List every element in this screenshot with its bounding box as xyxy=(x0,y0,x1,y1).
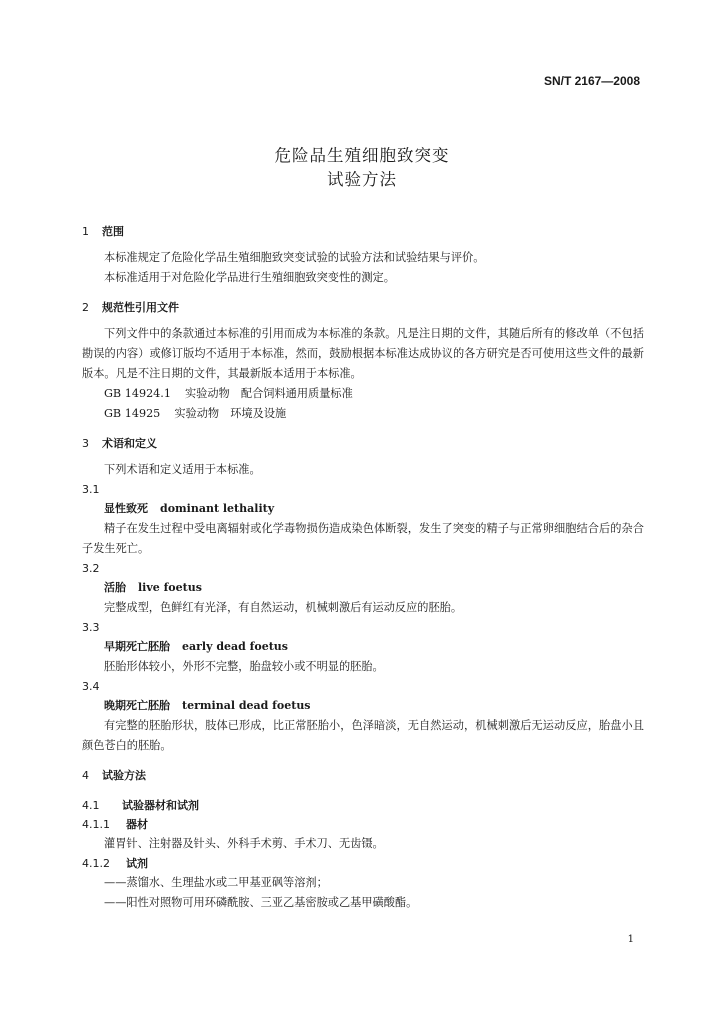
term-entry xyxy=(104,578,644,598)
term-en: live foetus xyxy=(138,581,202,594)
section-number: 1 xyxy=(82,225,89,238)
paragraph: 灌胃针、注射器及针头、外科手术剪、手术刀、无齿镊。 xyxy=(104,837,384,850)
term-en: dominant lethality xyxy=(160,502,275,515)
list-item: ——蒸馏水、生理盐水或二甲基亚砜等溶剂； xyxy=(104,876,328,889)
normative-reference xyxy=(104,384,644,404)
subsubsection-heading xyxy=(82,854,644,873)
section-1-heading xyxy=(82,222,644,242)
term-entry xyxy=(104,696,644,716)
term-definition: 有完整的胚胎形状，肢体已形成，比正常胚胎小，色泽暗淡，无自然运动，机械刺激后无运动反应，胎盘小且颜色苍白的胚胎。 xyxy=(82,719,644,752)
normative-reference xyxy=(104,404,644,424)
paragraph: 下列文件中的条款通过本标准的引用而成为本标准的条款。凡是注日期的文件，其随后所有的修改单（不包括勘误的内容）或修订版均不适用于本标准，然而，鼓励根据本标准达成协议的各方研究是否可使用这些文件的最新版本。凡是不注日期的文件，其最新版本适用于本标准。 xyxy=(82,327,644,380)
subsection-heading xyxy=(82,796,644,815)
subsection-title: 试验器材和试剂 xyxy=(122,799,199,812)
section-number: 2 xyxy=(82,301,89,314)
reference-code: GB 14924.1 xyxy=(104,387,171,400)
paragraph: 下列术语和定义适用于本标准。 xyxy=(104,463,261,476)
clause-number: 3.4 xyxy=(82,680,100,693)
section-title: 范围 xyxy=(102,225,124,238)
subsection-number: 4.1 xyxy=(82,799,100,812)
term-entry xyxy=(104,637,644,657)
document-body xyxy=(82,222,644,913)
section-title: 规范性引用文件 xyxy=(102,301,179,314)
term-zh: 显性致死 xyxy=(104,502,148,515)
term-en: early dead foetus xyxy=(182,640,288,653)
section-4-heading xyxy=(82,766,644,786)
subsubsection-title: 器材 xyxy=(126,818,148,831)
subsubsection-number: 4.1.2 xyxy=(82,857,110,870)
term-definition: 胚胎形体较小，外形不完整，胎盘较小或不明显的胚胎。 xyxy=(104,660,384,673)
document-title-line1: 危险品生殖细胞致突变 xyxy=(274,146,450,165)
clause-number: 3.2 xyxy=(82,562,100,575)
section-title: 试验方法 xyxy=(102,769,146,782)
paragraph: 本标准规定了危险化学品生殖细胞致突变试验的试验方法和试验结果与评价。 xyxy=(104,251,485,264)
subsubsection-number: 4.1.1 xyxy=(82,818,110,831)
subsubsection-title: 试剂 xyxy=(126,857,148,870)
subsubsection-heading xyxy=(82,815,644,834)
section-number: 3 xyxy=(82,437,89,450)
standard-code: SN/T 2167—2008 xyxy=(543,74,640,88)
reference-code: GB 14925 xyxy=(104,407,161,420)
reference-title: 实验动物 配合饲料通用质量标准 xyxy=(184,387,353,400)
page-number: 1 xyxy=(627,934,634,945)
term-zh: 早期死亡胚胎 xyxy=(104,640,170,653)
list-item: ——阳性对照物可用环磷酰胺、三亚乙基密胺或乙基甲磺酸酯。 xyxy=(104,896,418,909)
term-definition: 完整成型，色鲜红有光泽，有自然运动，机械刺激后有运动反应的胚胎。 xyxy=(104,601,463,614)
section-number: 4 xyxy=(82,769,89,782)
section-2-heading xyxy=(82,298,644,318)
term-zh: 晚期死亡胚胎 xyxy=(104,699,170,712)
clause-number: 3.3 xyxy=(82,621,100,634)
section-3-heading xyxy=(82,434,644,454)
term-entry xyxy=(104,499,644,519)
section-title: 术语和定义 xyxy=(102,437,157,450)
term-definition: 精子在发生过程中受电离辐射或化学毒物损伤造成染色体断裂，发生了突变的精子与正常卵细胞结合后的杂合子发生死亡。 xyxy=(82,522,644,555)
paragraph: 本标准适用于对危险化学品进行生殖细胞致突变性的测定。 xyxy=(104,271,395,284)
reference-title: 实验动物 环境及设施 xyxy=(174,407,287,420)
term-zh: 活胎 xyxy=(104,581,126,594)
clause-number: 3.1 xyxy=(82,483,100,496)
term-en: terminal dead foetus xyxy=(182,699,311,712)
document-title-line2: 试验方法 xyxy=(327,170,397,189)
